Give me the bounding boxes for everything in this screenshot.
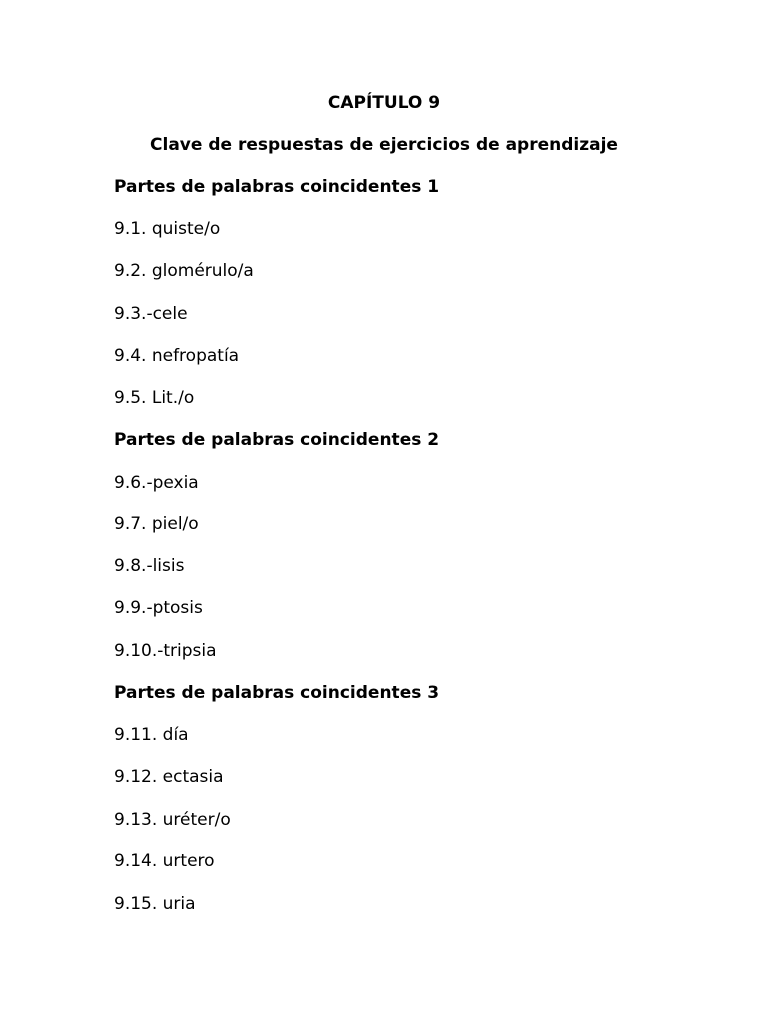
answer-item: 9.2. glomérulo/a xyxy=(114,261,254,281)
answer-item: 9.14. urtero xyxy=(114,851,215,871)
answer-item: 9.7. piel/o xyxy=(114,514,199,534)
answer-item: 9.1. quiste/o xyxy=(114,219,221,239)
answer-item: 9.4. nefropatía xyxy=(114,346,240,366)
answer-item: 9.3.-cele xyxy=(114,304,188,324)
chapter-title: CAPÍTULO 9 xyxy=(327,93,441,113)
answer-item: 9.10.-tripsia xyxy=(114,641,217,661)
answer-item: 9.5. Lit./o xyxy=(114,388,195,408)
page-subtitle: Clave de respuestas de ejercicios de aprendizaje xyxy=(150,135,618,155)
answer-item: 9.11. día xyxy=(114,725,189,745)
answer-item: 9.9.-ptosis xyxy=(114,598,203,618)
answer-item: 9.12. ectasia xyxy=(114,767,224,787)
section-heading-3: Partes de palabras coincidentes 3 xyxy=(114,683,440,703)
answer-item: 9.6.-pexia xyxy=(114,473,199,493)
answer-item: 9.8.-lisis xyxy=(114,556,185,576)
answer-item: 9.15. uria xyxy=(114,894,196,914)
section-heading-1: Partes de palabras coincidentes 1 xyxy=(114,177,440,197)
answer-item: 9.13. uréter/o xyxy=(114,810,231,830)
section-heading-2: Partes de palabras coincidentes 2 xyxy=(114,430,440,450)
